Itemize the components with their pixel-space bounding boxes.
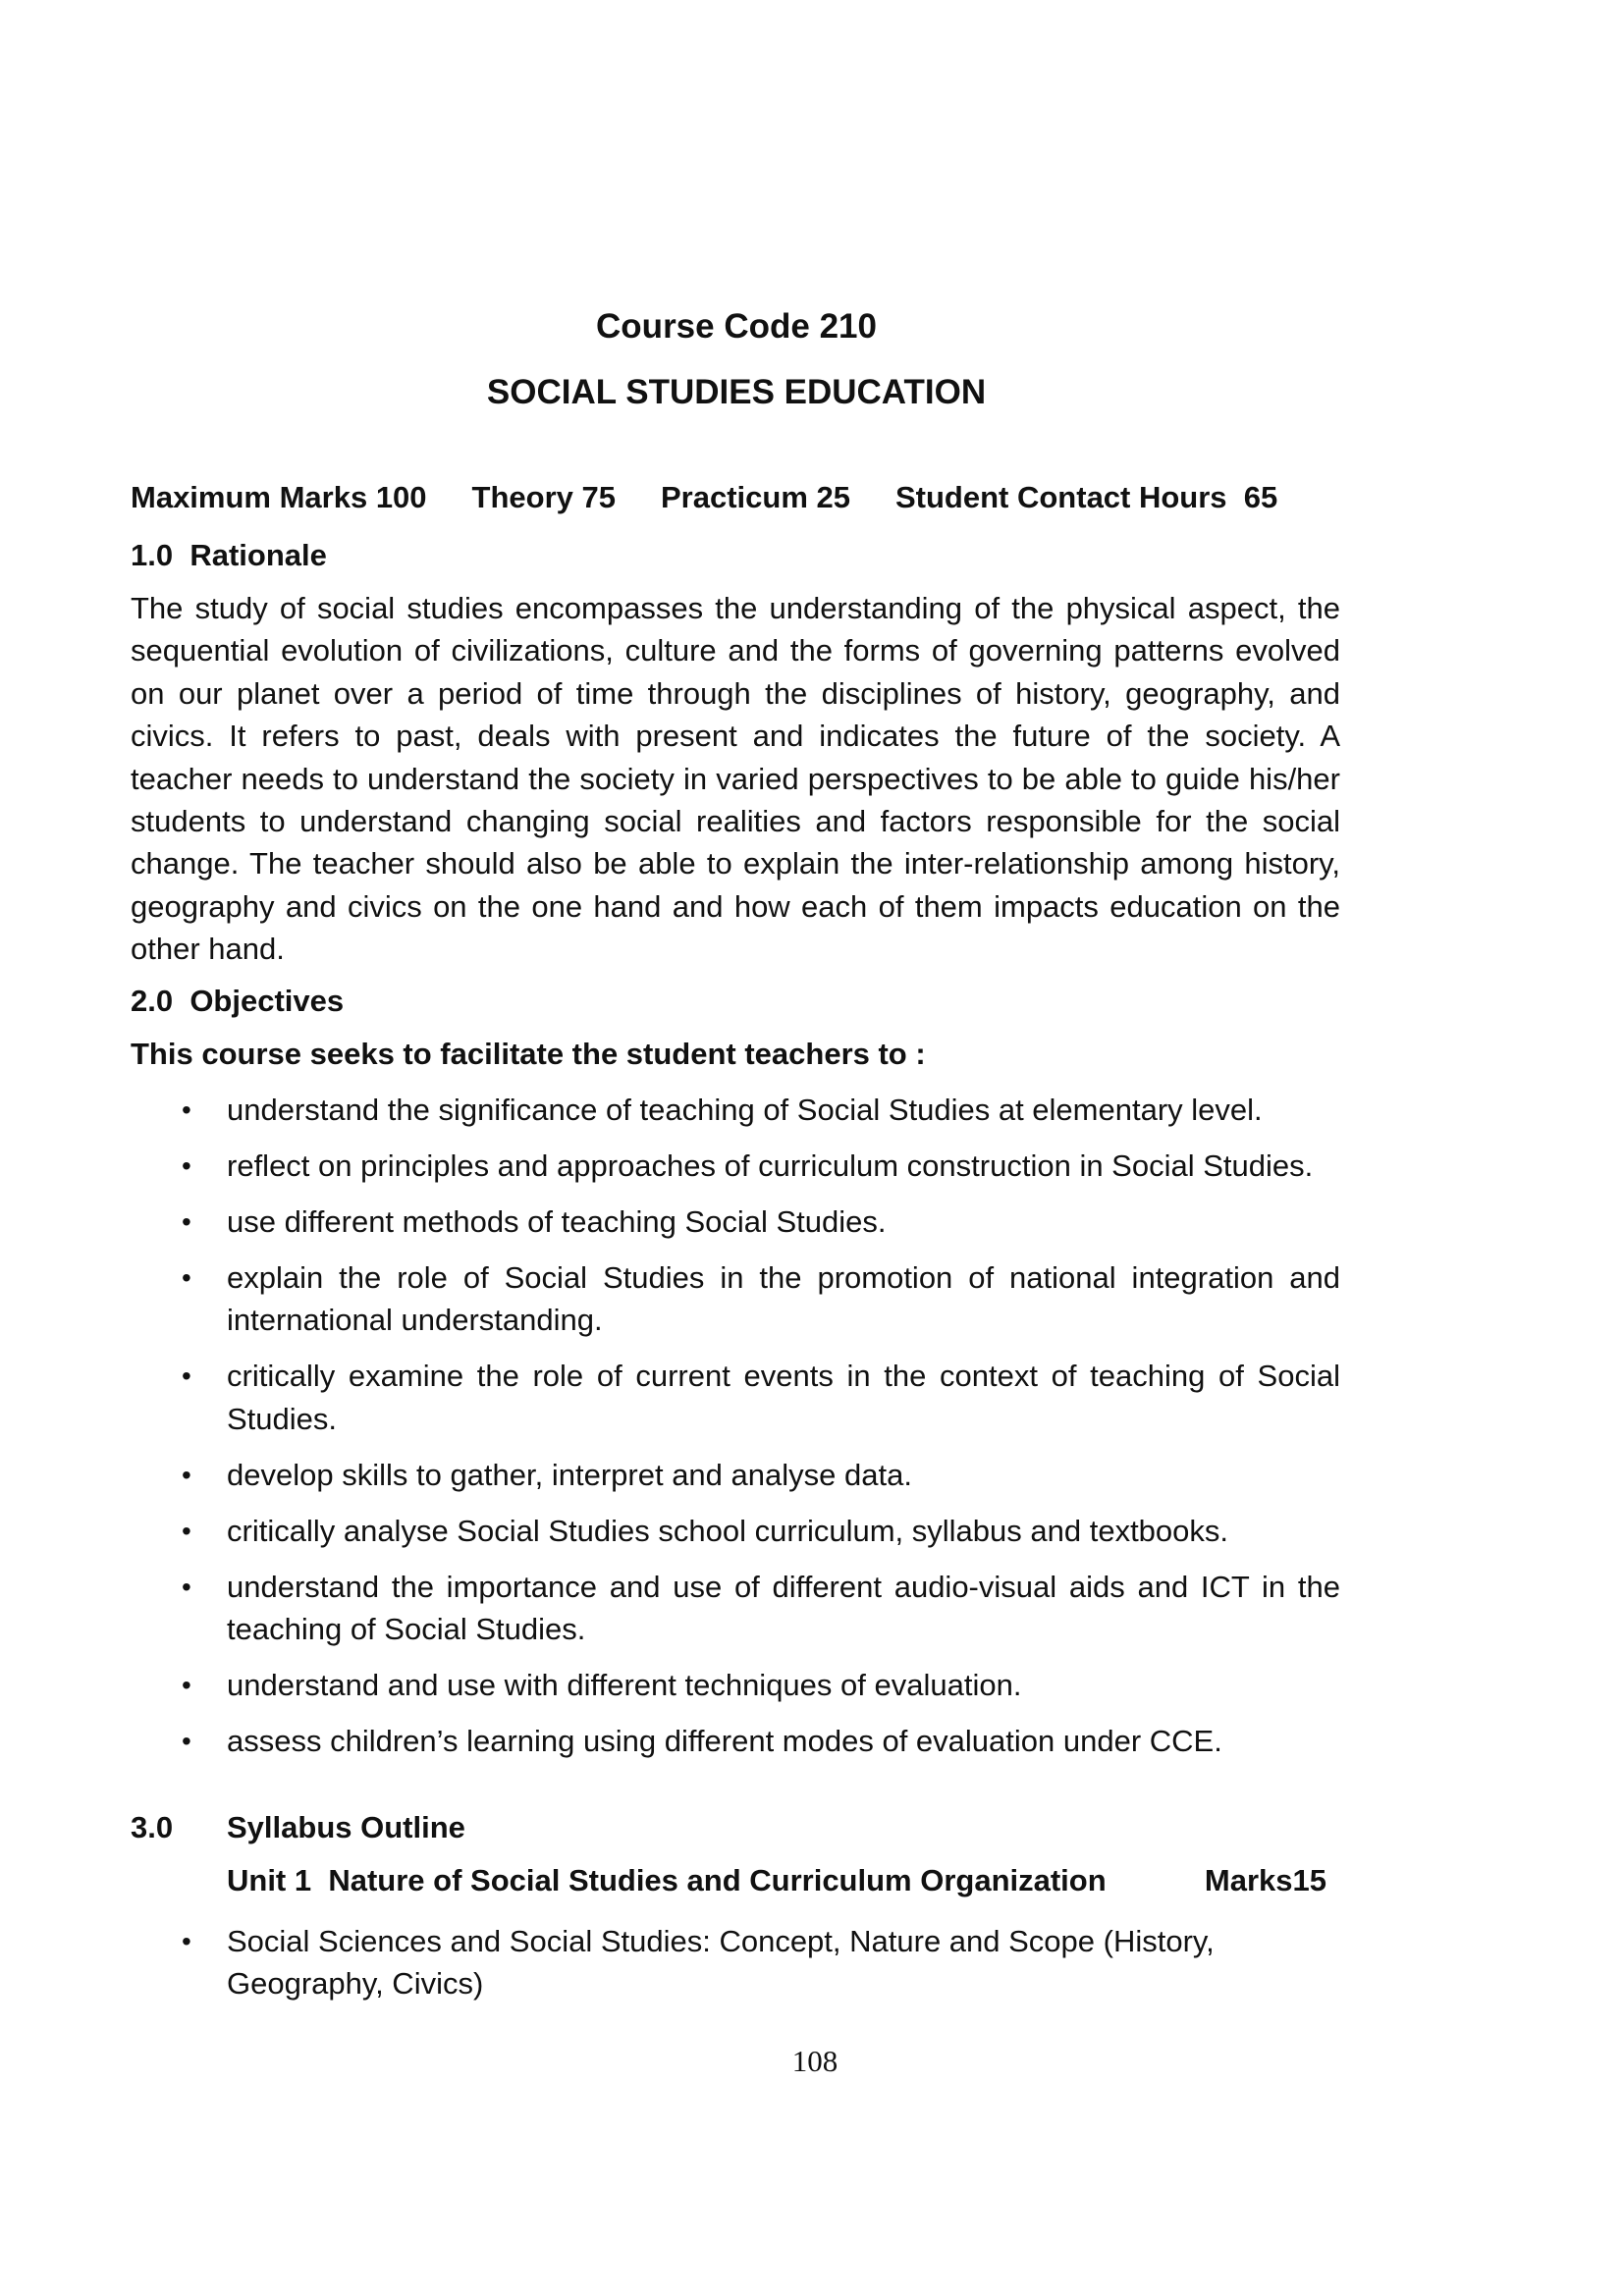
objective-text: understand and use with different techniques of evaluation. xyxy=(227,1668,1022,1703)
course-title: SOCIAL STUDIES EDUCATION xyxy=(486,373,987,411)
course-code: Course Code 210 xyxy=(596,307,877,346)
objective-item xyxy=(131,1510,1340,1552)
objective-text: use different methods of teaching Social Studies. xyxy=(227,1204,887,1239)
bullet-icon: • xyxy=(182,1459,191,1490)
objectives-intro: This course seeks to facilitate the student teachers to : xyxy=(131,1037,926,1071)
practicum-marks: Practicum 25 xyxy=(661,480,850,514)
objective-item xyxy=(131,1720,1340,1762)
objective-text: understand the importance and use of different audio-visual aids and ICT in the teaching of Social Studies. xyxy=(227,1569,1340,1647)
bullet-icon: • xyxy=(182,1726,191,1757)
rationale-heading: 1.0 Rationale xyxy=(131,538,327,572)
bullet-icon: • xyxy=(182,1515,191,1546)
marks-summary-row xyxy=(131,480,1277,515)
bullet-icon: • xyxy=(182,1670,191,1701)
bullet-icon: • xyxy=(182,1150,191,1181)
objective-item xyxy=(131,1089,1340,1131)
unit-title: Unit 1 Nature of Social Studies and Curriculum Organization xyxy=(227,1863,1107,1897)
objective-text: critically analyse Social Studies school curriculum, syllabus and textbooks. xyxy=(227,1513,1229,1548)
objective-item xyxy=(131,1454,1340,1496)
objective-text: develop skills to gather, interpret and analyse data. xyxy=(227,1457,912,1492)
bullet-icon: • xyxy=(182,1262,191,1293)
syllabus-section-title: Syllabus Outline xyxy=(227,1810,465,1844)
objective-item xyxy=(131,1566,1340,1651)
theory-marks: Theory 75 xyxy=(471,480,616,514)
objective-item xyxy=(131,1664,1340,1706)
objectives-heading: 2.0 Objectives xyxy=(131,984,345,1018)
maximum-marks: Maximum Marks 100 xyxy=(131,480,427,514)
objective-text: critically examine the role of current events in the context of teaching of Social Studies. xyxy=(227,1359,1340,1436)
objective-text: understand the significance of teaching of Social Studies at elementary level. xyxy=(227,1093,1263,1127)
objective-text: explain the role of Social Studies in the promotion of national integration and international understanding. xyxy=(227,1260,1340,1338)
unit-topic-text: Social Sciences and Social Studies: Concept, Nature and Scope (History, Geography, Civics) xyxy=(227,1924,1215,2002)
objective-text: assess children’s learning using different modes of evaluation under CCE. xyxy=(227,1724,1222,1759)
rationale-paragraph: The study of social studies encompasses the understanding of the physical aspect, the sequential evolution of civilizations, culture and the forms of governing patterns evolved on our planet over a period of time through the disciplines of history, geography, and civics. It refers to past, deals with present and indicates the future of the society. A teacher needs to understand the society in varied perspectives to be able to guide his/her students to understand changing social realities and factors responsible for the social change. The teacher should also be able to explain the inter-relationship among history, geography and civics on the one hand and how each of them impacts education on the other hand. xyxy=(131,591,1340,967)
page-number: 108 xyxy=(791,2044,839,2078)
bullet-icon: • xyxy=(182,1206,191,1237)
syllabus-heading xyxy=(131,1810,465,1845)
objective-item xyxy=(131,1355,1340,1440)
objective-item xyxy=(131,1201,1340,1243)
objective-item xyxy=(131,1256,1340,1342)
objectives-list xyxy=(131,1089,1340,1776)
unit-topic-item xyxy=(131,1920,1340,2005)
bullet-icon: • xyxy=(182,1095,191,1125)
unit-topic-list xyxy=(131,1920,1340,2005)
bullet-icon: • xyxy=(182,1571,191,1602)
syllabus-section-number: 3.0 xyxy=(131,1810,174,1844)
unit-heading xyxy=(227,1863,1326,1898)
unit-marks: Marks15 xyxy=(1204,1863,1326,1897)
bullet-icon: • xyxy=(182,1361,191,1392)
contact-hours: Student Contact Hours 65 xyxy=(895,480,1278,514)
bullet-icon: • xyxy=(182,1926,191,1956)
objective-item xyxy=(131,1145,1340,1187)
objective-text: reflect on principles and approaches of curriculum construction in Social Studies. xyxy=(227,1148,1314,1183)
